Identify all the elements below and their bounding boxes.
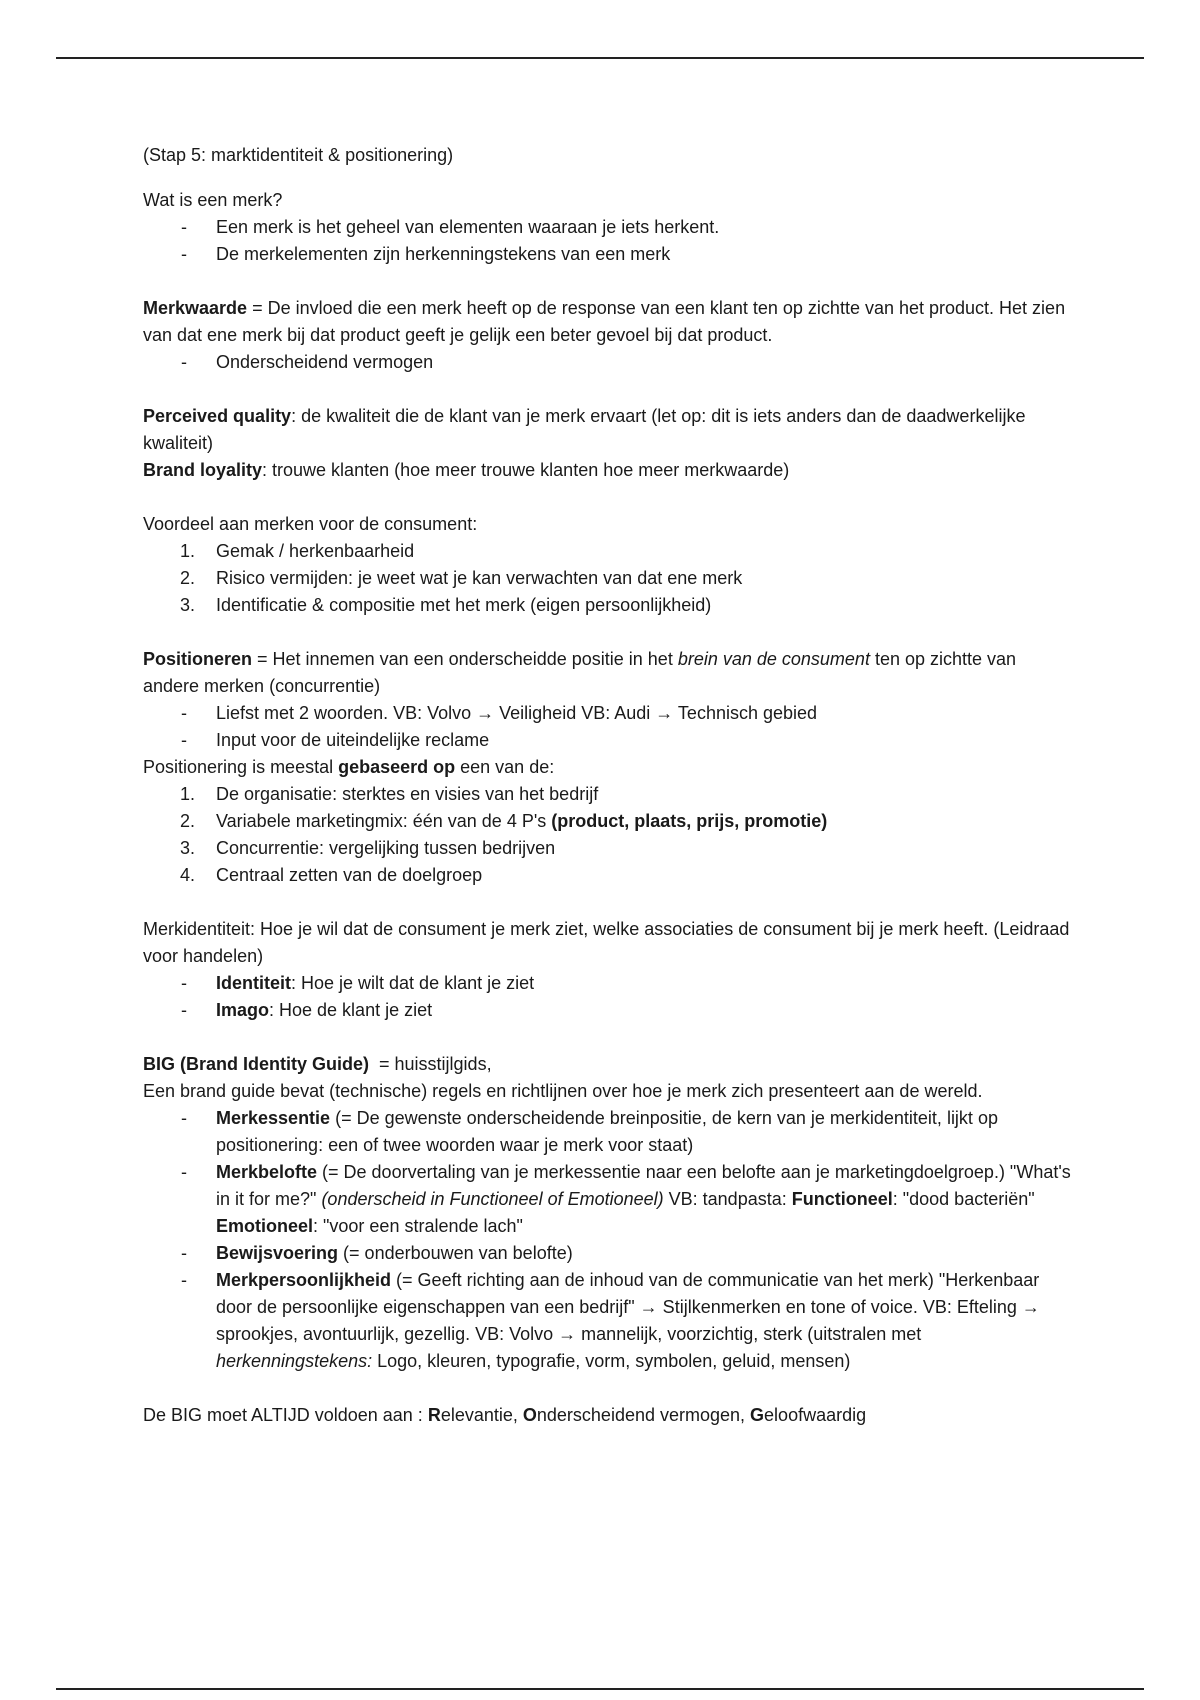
brand-loyalty-text: : trouwe klanten (hoe meer trouwe klanten hoe meer merkwaarde) bbox=[262, 460, 790, 480]
list-bold: Imago bbox=[216, 1000, 270, 1020]
voordeel-intro: Voordeel aan merken voor de consument: bbox=[143, 514, 478, 534]
list-number: 1. bbox=[180, 541, 196, 561]
positioneren-text: = Het innemen van een onderscheidde positie in het bbox=[252, 649, 678, 669]
list-text: : "dood bacteriën" bbox=[892, 1189, 1035, 1209]
list-bold: Functioneel bbox=[791, 1189, 893, 1209]
rov-initial: G bbox=[750, 1405, 765, 1425]
document-body bbox=[143, 142, 1073, 1429]
perceived-quality-term: Perceived quality bbox=[143, 406, 292, 426]
list-item bbox=[143, 781, 1073, 808]
list-item bbox=[143, 538, 1073, 565]
merkidentiteit-list bbox=[143, 970, 1073, 1024]
list-text: De organisatie: sterktes en visies van het bedrijf bbox=[216, 784, 599, 804]
list-bold: Emotioneel bbox=[216, 1216, 314, 1236]
list-item: - Input voor de uiteindelijke reclame bbox=[143, 727, 1073, 754]
list-text: Variabele marketingmix: één van de 4 P's bbox=[216, 811, 552, 831]
positioneren-list bbox=[143, 700, 1073, 754]
list-item bbox=[143, 592, 1073, 619]
rov-initial: O bbox=[522, 1405, 537, 1425]
footer-rule bbox=[56, 1688, 1144, 1690]
list-text: VB: tandpasta: bbox=[663, 1189, 792, 1209]
list-item bbox=[143, 970, 1073, 997]
list-number: 3. bbox=[180, 595, 196, 615]
list-number: 2. bbox=[180, 811, 196, 831]
big-text: = huisstijlgids, bbox=[369, 1054, 492, 1074]
list-number: 3. bbox=[180, 838, 196, 858]
big-description: Een brand guide bevat (technische) regels en richtlijnen over hoe je merk zich presenteert aan de wereld. bbox=[143, 1081, 983, 1101]
list-text: : "voor een stralende lach" bbox=[313, 1216, 523, 1236]
list-bold: Identiteit bbox=[216, 973, 291, 993]
perceived-quality-paragraph bbox=[143, 403, 1073, 457]
voordeel-list bbox=[143, 538, 1073, 619]
list-item bbox=[143, 1105, 1073, 1159]
merkwaarde-text: = De invloed die een merk heeft op de response van een klant ten op zichtte van het product. Het zien van dat ene merk bij dat product geeft je gelijk een beter gevoel bij dat product. bbox=[143, 298, 1066, 345]
list-item: - Een merk is het geheel van elementen waaraan je iets herkent. bbox=[143, 214, 1073, 241]
list-text: Concurrentie: vergelijking tussen bedrijven bbox=[216, 838, 556, 858]
list-text: (= De doorvertaling van je merkessentie naar een belofte aan je marketingdoelgroep.) "What's in it for me?" bbox=[216, 1162, 1071, 1209]
rov-paragraph bbox=[143, 1402, 1073, 1429]
list-item bbox=[143, 1159, 1073, 1240]
list-item bbox=[143, 808, 1073, 835]
list-bold: Merkbelofte bbox=[216, 1162, 318, 1182]
positionering-list bbox=[143, 781, 1073, 889]
positioneren-paragraph bbox=[143, 646, 1073, 700]
basis-text: Positionering is meestal bbox=[143, 757, 339, 777]
list-text: (= onderbouwen van belofte) bbox=[338, 1243, 573, 1263]
rov-text: nderscheidend vermogen, bbox=[536, 1405, 751, 1425]
header-rule bbox=[56, 57, 1144, 59]
list-text: : Hoe je wilt dat de klant je ziet bbox=[291, 973, 535, 993]
list-number: 4. bbox=[180, 865, 196, 885]
perceived-quality-text: : de kwaliteit die de klant van je merk ervaart (let op: dit is iets anders dan de daadwerkelijke kwaliteit) bbox=[143, 406, 1026, 453]
list-bold: (product, plaats, prijs, promotie) bbox=[551, 811, 828, 831]
rov-text: eloofwaardig bbox=[764, 1405, 867, 1425]
list-number: 2. bbox=[180, 568, 196, 588]
brand-loyalty-term: Brand loyality bbox=[143, 460, 263, 480]
positionering-basis bbox=[143, 754, 1073, 781]
brand-loyalty-paragraph bbox=[143, 457, 1073, 484]
list-item bbox=[143, 565, 1073, 592]
basis-text: een van de: bbox=[455, 757, 555, 777]
list-text: (= Geeft richting aan de inhoud van de communicatie van het merk) "Herkenbaar door de persoonlijke eigenschappen van een bedrijf" → Stijlkenmerken en tone of voice. VB: Efteling → sprookjes, avontuurlijk, gezellig. VB: Volvo → mannelijk, voorzichtig, sterk (uitstralen met bbox=[216, 1270, 1040, 1344]
list-item: - De merkelementen zijn herkenningstekens van een merk bbox=[143, 241, 1073, 268]
merkwaarde-term: Merkwaarde bbox=[143, 298, 248, 318]
merkwaarde-paragraph bbox=[143, 295, 1073, 349]
big-list bbox=[143, 1105, 1073, 1375]
list-item: - Onderscheidend vermogen bbox=[143, 349, 1073, 376]
list-text: Identificatie & compositie met het merk (eigen persoonlijkheid) bbox=[216, 595, 712, 615]
merk-question: Wat is een merk? bbox=[143, 190, 283, 210]
list-item bbox=[143, 862, 1073, 889]
big-term: BIG (Brand Identity Guide) bbox=[143, 1054, 370, 1074]
list-text: Centraal zetten van de doelgroep bbox=[216, 865, 483, 885]
list-text: : Hoe de klant je ziet bbox=[269, 1000, 433, 1020]
list-text: (= De gewenste onderscheidende breinpositie, de kern van je merkidentiteit, lijkt op positionering: een of twee woorden waar je merk voor staat) bbox=[216, 1108, 998, 1155]
list-item bbox=[143, 1240, 1073, 1267]
list-bold: Bewijsvoering bbox=[216, 1243, 339, 1263]
rov-text: elevantie, bbox=[440, 1405, 523, 1425]
list-item bbox=[143, 997, 1073, 1024]
list-text: Risico vermijden: je weet wat je kan verwachten van dat ene merk bbox=[216, 568, 743, 588]
positioneren-term: Positioneren bbox=[143, 649, 253, 669]
list-item: - Liefst met 2 woorden. VB: Volvo → Veiligheid VB: Audi → Technisch gebied bbox=[143, 700, 1073, 727]
list-italic: (onderscheid in Functioneel of Emotioneel) bbox=[321, 1189, 664, 1209]
list-item bbox=[143, 1267, 1073, 1375]
merkwaarde-list bbox=[143, 349, 1073, 376]
positioneren-emphasis: brein van de consument bbox=[677, 649, 870, 669]
list-text: Gemak / herkenbaarheid bbox=[216, 541, 415, 561]
basis-bold: gebaseerd op bbox=[338, 757, 456, 777]
list-bold: Merkessentie bbox=[216, 1108, 331, 1128]
merk-list bbox=[143, 214, 1073, 268]
merkidentiteit-paragraph: Merkidentiteit: Hoe je wil dat de consument je merk ziet, welke associaties de consument bij je merk heeft. (Leidraad voor handelen) bbox=[143, 919, 1070, 966]
big-heading bbox=[143, 1051, 1073, 1078]
step-heading: (Stap 5: marktidentiteit & positionering) bbox=[143, 145, 454, 165]
list-number: 1. bbox=[180, 784, 196, 804]
list-item bbox=[143, 835, 1073, 862]
list-text: Logo, kleuren, typografie, vorm, symbolen, geluid, mensen) bbox=[372, 1351, 851, 1371]
rov-text: De BIG moet ALTIJD voldoen aan : bbox=[143, 1405, 428, 1425]
rov-initial: R bbox=[427, 1405, 441, 1425]
list-italic: herkenningstekens: bbox=[216, 1351, 373, 1371]
list-bold: Merkpersoonlijkheid bbox=[216, 1270, 392, 1290]
positioneren-text: ten op zichtte van andere merken (concurrentie) bbox=[143, 649, 1017, 696]
